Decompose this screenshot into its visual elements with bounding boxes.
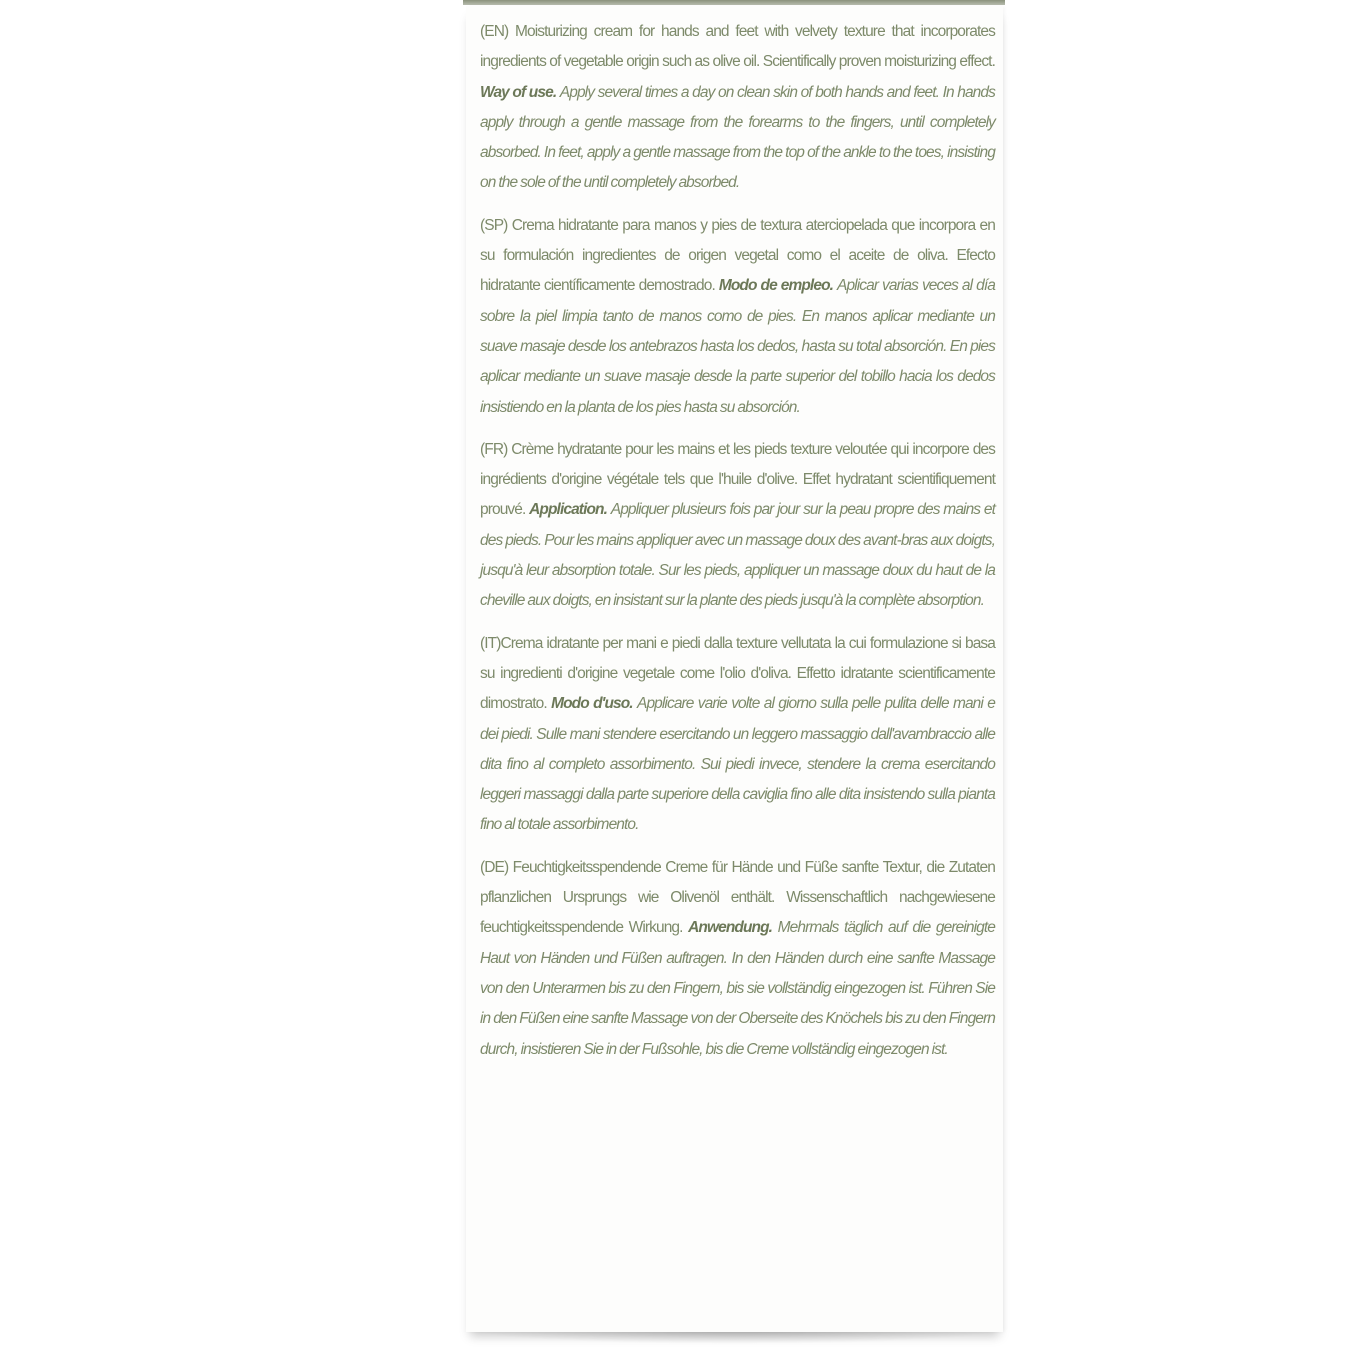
- section-fr-text: [480, 435, 995, 617]
- language-code: (IT): [480, 634, 501, 652]
- product-description: Crema idratante per mani e piedi dalla texture vellutata la cui formulazione si basa su ingredienti d'origine vegetale come l'olio d'oliva. Effetto idratante scientificamente dimostrato.: [480, 634, 995, 713]
- section-de-text: [480, 853, 995, 1065]
- panel-shadow: [470, 1330, 1000, 1344]
- usage-heading: Modo de empleo.: [718, 277, 834, 295]
- section-it: [480, 629, 995, 841]
- usage-heading: Anwendung.: [688, 919, 773, 937]
- section-en-text: [480, 17, 995, 199]
- usage-heading: Application.: [529, 501, 608, 519]
- section-it-text: [480, 629, 995, 841]
- language-code: (FR): [480, 440, 508, 458]
- packaging-top-edge: [463, 0, 1005, 5]
- language-code: (SP): [480, 216, 508, 234]
- product-description: Crema hidratante para manos y pies de textura aterciopelada que incorpora en su formulación ingredientes de origen vegetal como el aceite de oliva. Efecto hidratante científicamente demostrado.: [480, 216, 995, 295]
- usage-instructions: Apply several times a day on clean skin of both hands and feet. In hands apply through a gentle massage from the forearms to the fingers, until completely absorbed. In feet, apply a gentle massage from the top of the ankle to the toes, insisting on the sole of the until completely absorbed.: [480, 83, 995, 192]
- usage-instructions: Appliquer plusieurs fois par jour sur la peau propre des mains et des pieds. Pour les mains appliquer avec un massage doux des avant-bras aux doigts, jusqu'à leur absorption totale. Sur les pieds, appliquer un massage doux du haut de la cheville aux doigts, en insistant sur la plante des pieds jusqu'à la complète absorption.: [480, 501, 995, 610]
- usage-instructions: Mehrmals täglich auf die gereinigte Haut von Händen und Füßen auftragen. In den Händen durch eine sanfte Massage von den Unterarmen bis zu den Fingern, bis sie vollständig eingezogen ist. Führen Sie in den Füßen eine sanfte Massage von der Oberseite des Knöchels bis zu den Fingern durch, insistieren Sie in der Fußsohle, bis die Creme vollständig eingezogen ist.: [480, 919, 995, 1058]
- usage-instructions: Applicare varie volte al giorno sulla pelle pulita delle mani e dei piedi. Sulle mani stendere esercitando un leggero massaggio dall'avambraccio alle dita fino al completo assorbimento. Sui piedi invece, stendere la crema esercitando leggeri massaggi dalla parte superiore della caviglia fino alle dita insistendo sulla pianta fino al totale assorbimento.: [480, 695, 995, 834]
- section-en: [480, 17, 995, 199]
- section-de: [480, 853, 995, 1065]
- product-description: Feuchtigkeitsspendende Creme für Hände und Füße sanfte Textur, die Zutaten pflanzlichen Ursprungs wie Olivenöl enthält. Wissenschaftlich nachgewiesene feuchtigkeitsspendende Wirkung.: [480, 858, 995, 937]
- language-code: (EN): [480, 23, 509, 40]
- multilingual-instructions: [480, 17, 995, 1077]
- section-sp-text: [480, 211, 995, 423]
- section-sp: [480, 211, 995, 423]
- product-description: Crème hydratante pour les mains et les pieds texture veloutée qui incorpore des ingrédients d'origine végétale tels que l'huile d'olive. Effet hydratant scientifiquement prouvé.: [480, 440, 995, 519]
- language-code: (DE): [480, 858, 509, 876]
- section-fr: [480, 435, 995, 617]
- usage-heading: Modo d'uso.: [551, 695, 633, 713]
- product-description: Moisturizing cream for hands and feet with velvety texture that incorporates ingredients of vegetable origin such as olive oil. Scientifically proven moisturizing effect.: [480, 23, 995, 71]
- usage-heading: Way of use.: [480, 83, 557, 101]
- usage-instructions: Aplicar varias veces al día sobre la piel limpia tanto de manos como de pies. En manos aplicar mediante un suave masaje desde los antebrazos hasta los dedos, hasta su total absorción. En pies aplicar mediante un suave masaje desde la parte superior del tobillo hacia los dedos insistiendo en la planta de los pies hasta su absorción.: [480, 277, 995, 416]
